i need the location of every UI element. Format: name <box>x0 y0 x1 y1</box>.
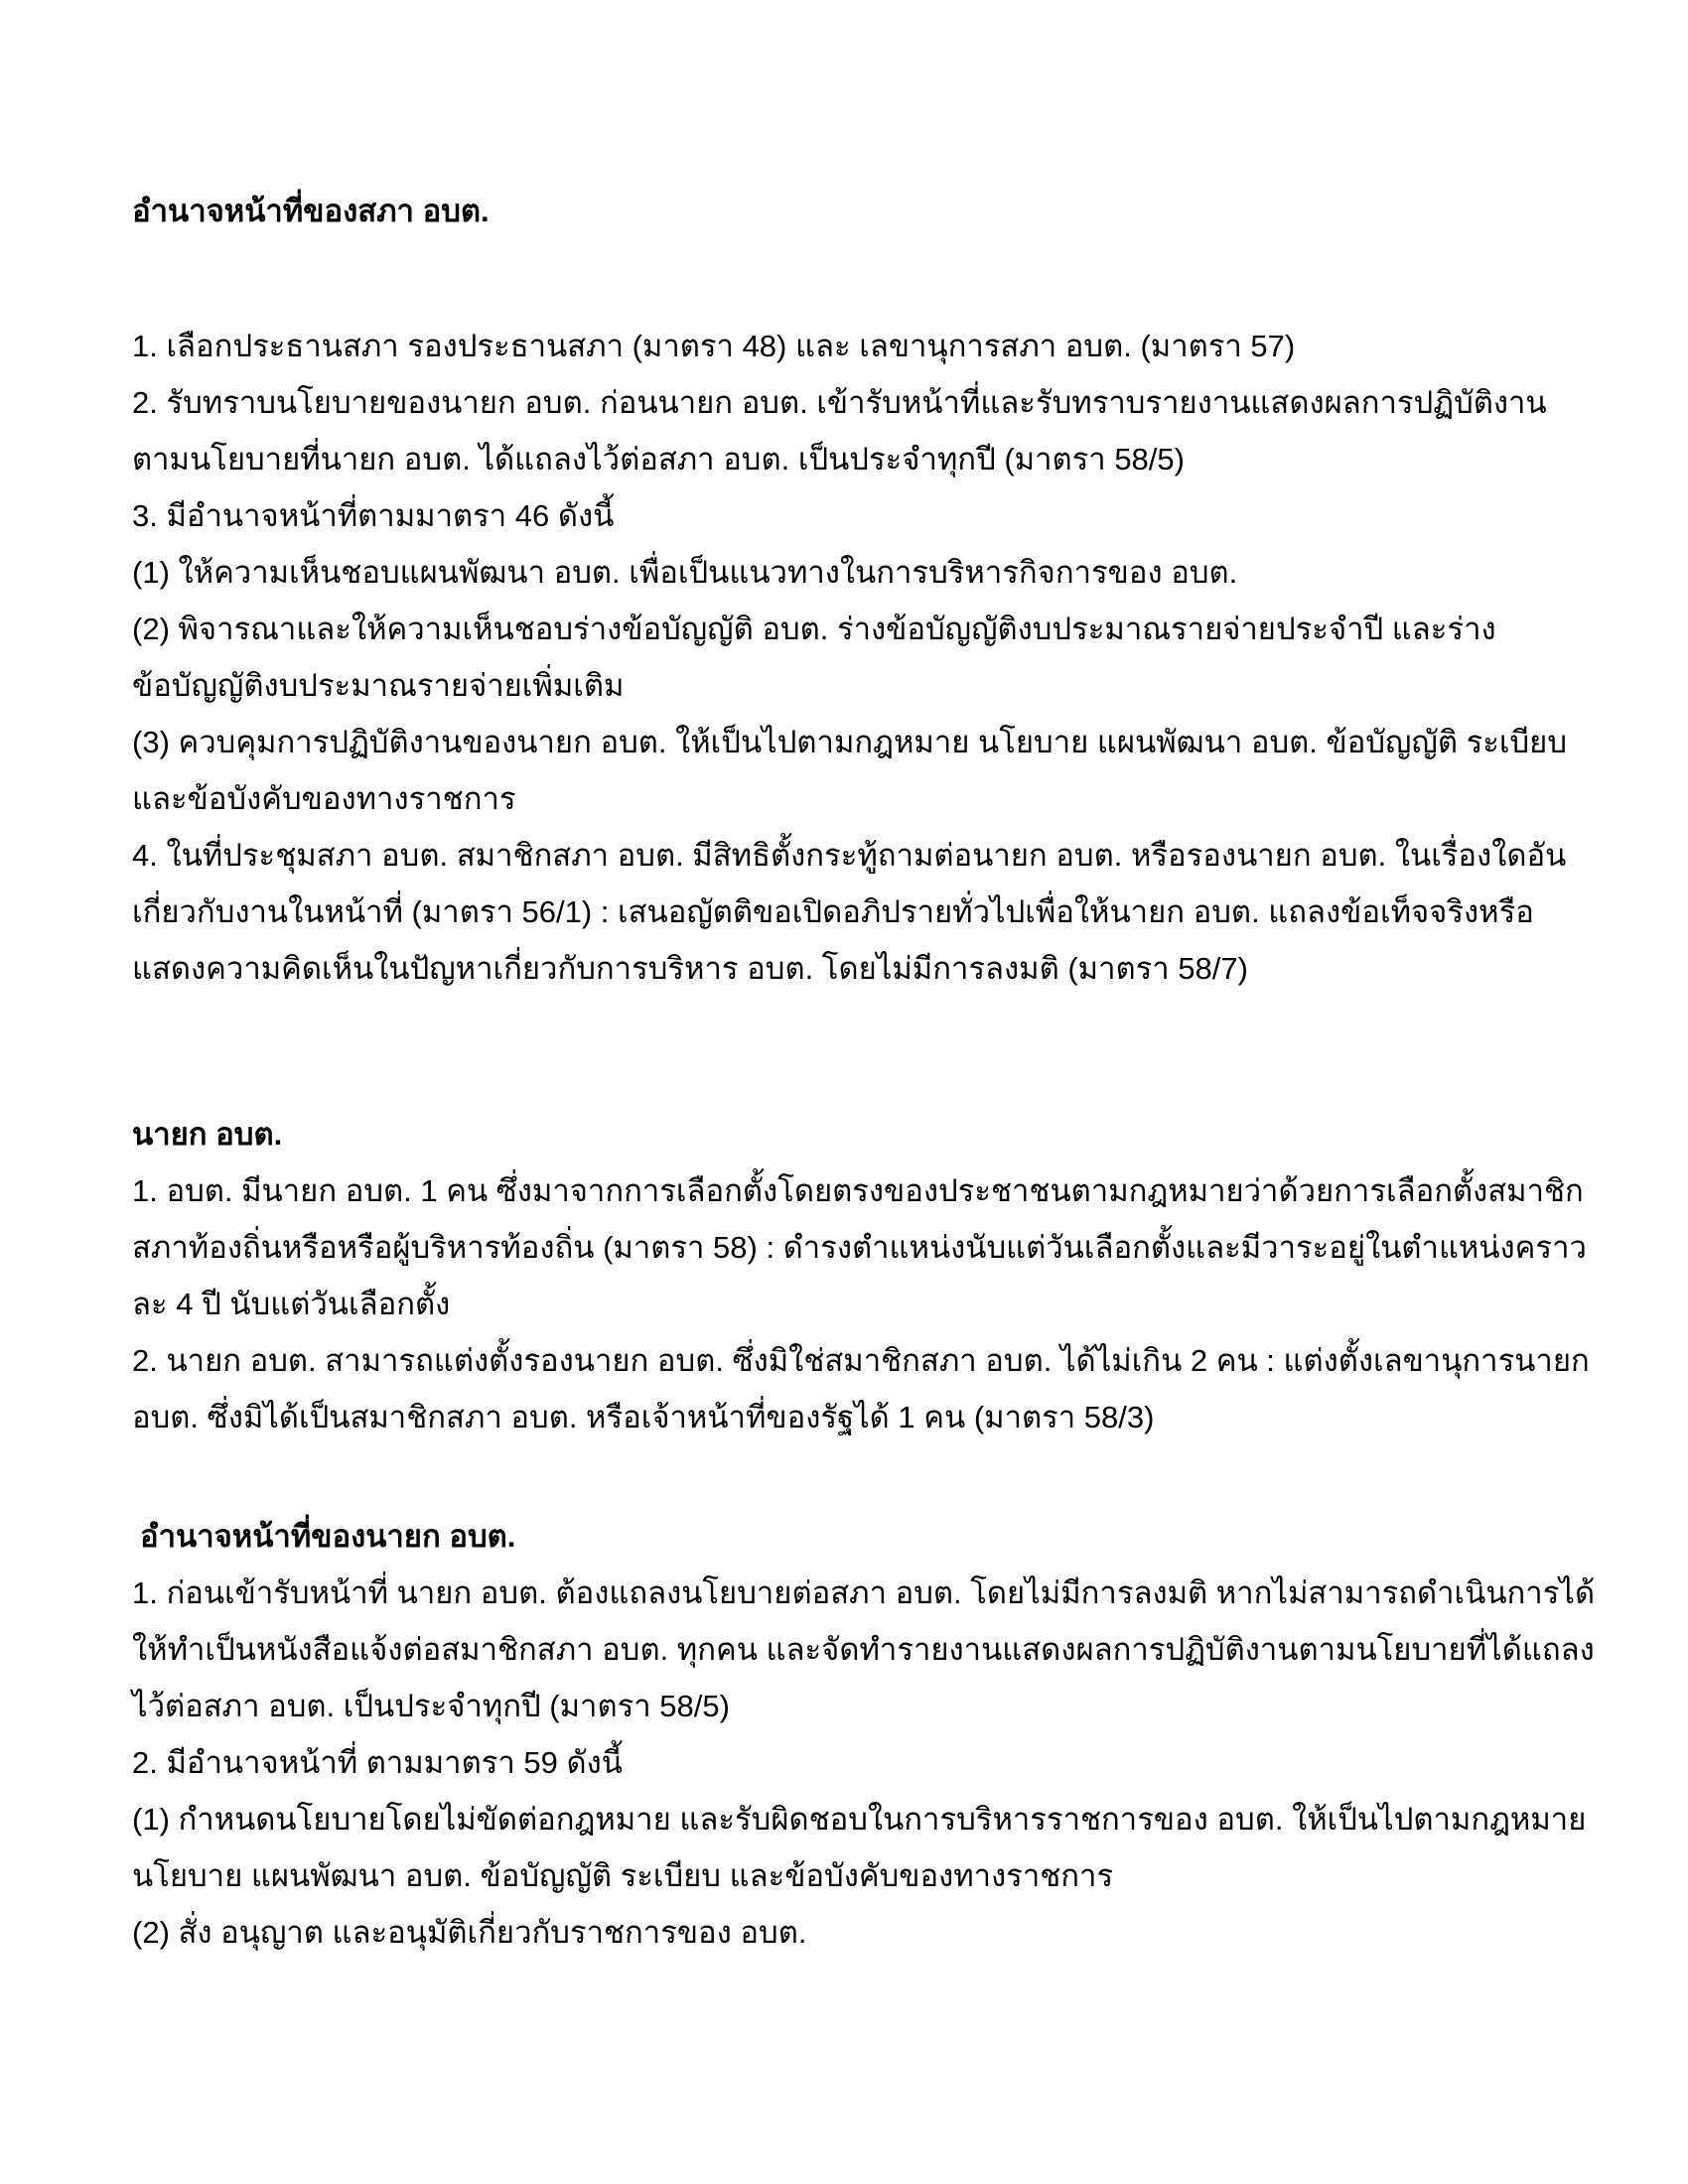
section-heading-powers-of-council: อำนาจหน้าที่ของสภา อบต. <box>132 194 490 228</box>
paragraph-line: แสดงความคิดเห็นในปัญหาเกี่ยวกับการบริหาร อบต. โดยไม่มีการลงมติ (มาตรา 58/7) <box>132 951 1248 986</box>
paragraph-line: 2. มีอำนาจหน้าที่ ตามมาตรา 59 ดังนี้ <box>132 1745 623 1780</box>
section-heading-mayor: นายก อบต. <box>132 1117 283 1152</box>
paragraph-line: 1. เลือกประธานสภา รองประธานสภา (มาตรา 48) และ เลขานุการสภา อบต. (มาตรา 57) <box>132 329 1296 363</box>
spacer <box>132 997 1569 1106</box>
paragraph-line: ละ 4 ปี นับแต่วันเลือกตั้ง <box>132 1287 451 1321</box>
paragraph-line: 2. นายก อบต. สามารถแต่งตั้งรองนายก อบต. ซึ่งมิใช่สมาชิกสภา อบต. ได้ไม่เกิน 2 คน : แต่งตั้งเลขานุการนายก <box>132 1343 1590 1378</box>
paragraph-line: 1. อบต. มีนายก อบต. 1 คน ซึ่งมาจากการเลือกตั้งโดยตรงของประชาชนตามกฎหมายว่าด้วยการเลือกตั้งสมาชิก <box>132 1173 1584 1208</box>
paragraph-line: สภาท้องถิ่นหรือหรือผู้บริหารท้องถิ่น (มาตรา 58) : ดำรงตำแหน่งนับแต่วันเลือกตั้งและมีวาระอยู่ในตำแหน่งคราว <box>132 1230 1587 1265</box>
paragraph-line: ข้อบัญญัติงบประมาณรายจ่ายเพิ่มเติม <box>132 668 625 703</box>
paragraph-line: (1) ให้ความเห็นชอบแผนพัฒนา อบต. เพื่อเป็นแนวทางในการบริหารกิจการของ อบต. <box>132 555 1238 590</box>
paragraph-line: เกี่ยวกับงานในหน้าที่ (มาตรา 56/1) : เสนอญัตติขอเปิดอภิปรายทั่วไปเพื่อให้นายก อบต. แถลงข้อเท็จจริงหรือ <box>132 894 1534 929</box>
paragraph-line: ไว้ต่อสภา อบต. เป็นประจำทุกปี (มาตรา 58/5) <box>132 1689 730 1723</box>
paragraph-line: อบต. ซึ่งมิได้เป็นสมาชิกสภา อบต. หรือเจ้าหน้าที่ของรัฐได้ 1 คน (มาตรา 58/3) <box>132 1400 1155 1434</box>
paragraph-line: ตามนโยบายที่นายก อบต. ได้แถลงไว้ต่อสภา อบต. เป็นประจำทุกปี (มาตรา 58/5) <box>132 442 1185 477</box>
spacer <box>132 239 1569 318</box>
paragraph-line: 1. ก่อนเข้ารับหน้าที่ นายก อบต. ต้องแถลงนโยบายต่อสภา อบต. โดยไม่มีการลงมติ หากไม่สามารถดำเนินการได้ <box>132 1575 1596 1610</box>
paragraph-line: นโยบาย แผนพัฒนา อบต. ข้อบัญญัติ ระเบียบ และข้อบังคับของทางราชการ <box>132 1858 1114 1893</box>
spacer <box>132 1445 1569 1508</box>
paragraph-line: (2) พิจารณาและให้ความเห็นชอบร่างข้อบัญญัติ อบต. ร่างข้อบัญญัติงบประมาณรายจ่ายประจำปี และร่าง <box>132 612 1496 646</box>
paragraph-line: ให้ทำเป็นหนังสือแจ้งต่อสมาชิกสภา อบต. ทุกคน และจัดทำรายงานแสดงผลการปฏิบัติงานตามนโยบายที่ได้แถลง <box>132 1632 1595 1667</box>
paragraph-line: (2) สั่ง อนุญาต และอนุมัติเกี่ยวกับราชการของ อบต. <box>132 1915 807 1950</box>
paragraph-line: และข้อบังคับของทางราชการ <box>132 781 516 816</box>
paragraph-line: 3. มีอำนาจหน้าที่ตามมาตรา 46 ดังนี้ <box>132 498 615 533</box>
paragraph-line: 2. รับทราบนโยบายของนายก อบต. ก่อนนายก อบต. เข้ารับหน้าที่และรับทราบรายงานแสดงผลการปฏิบัติงาน <box>132 385 1547 420</box>
section-heading-powers-of-mayor: อำนาจหน้าที่ของนายก อบต. <box>140 1519 516 1554</box>
paragraph-line: (1) กำหนดนโยบายโดยไม่ขัดต่อกฎหมาย และรับผิดชอบในการบริหารราชการของ อบต. ให้เป็นไปตามกฎหมาย <box>132 1802 1587 1837</box>
paragraph-line: 4. ในที่ประชุมสภา อบต. สมาชิกสภา อบต. มีสิทธิตั้งกระทู้ถามต่อนายก อบต. หรือรองนายก อบต. ในเรื่องใดอัน <box>132 838 1567 873</box>
paragraph-line: (3) ควบคุมการปฏิบัติงานของนายก อบต. ให้เป็นไปตามกฎหมาย นโยบาย แผนพัฒนา อบต. ข้อบัญญัติ ระเบียบ <box>132 725 1567 759</box>
